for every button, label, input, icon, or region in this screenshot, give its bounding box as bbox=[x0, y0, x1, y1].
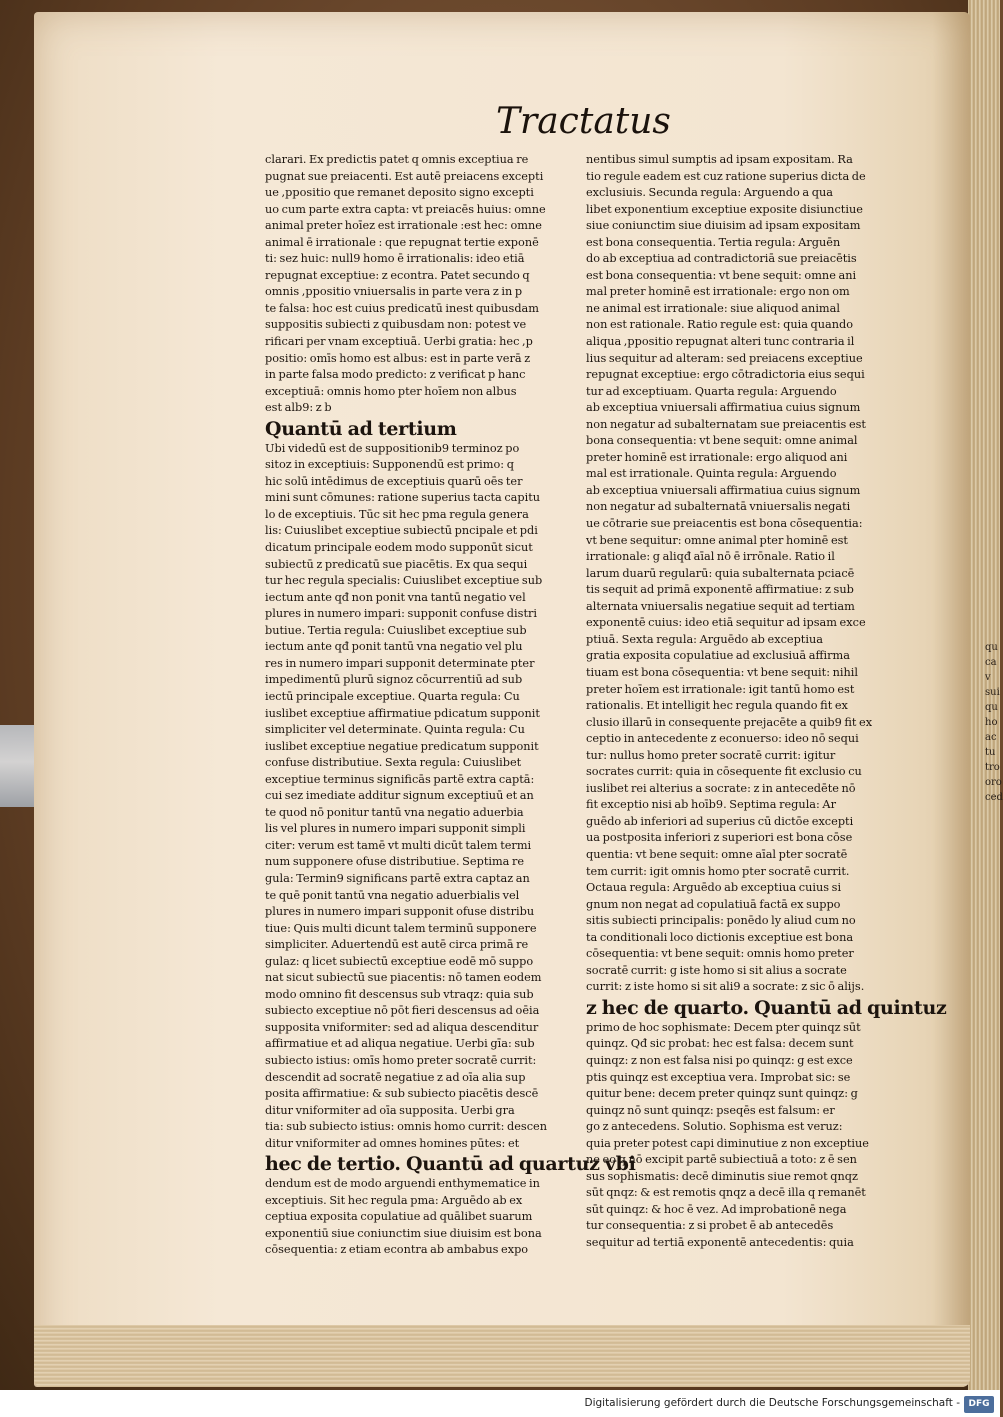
text-line: simpliciter vel determinate. Quinta regula: Cu bbox=[265, 723, 525, 737]
text-line: quinqz nō sunt quinqz: pseqēs est falsum: er bbox=[586, 1103, 835, 1117]
section-heading: z hec de quarto. Quantū ad quintuz bbox=[586, 996, 947, 1019]
text-line: tio regule eadem est cuz ratione superius dicta de bbox=[586, 169, 866, 183]
text-line: ab exceptiua vniuersali affirmatiua cuius signum bbox=[586, 401, 861, 415]
text-line: tur ad exceptiuam. Quarta regula: Arguendo bbox=[586, 384, 837, 398]
text-line: iectum ante qđ ponit tantū vna negatio vel plu bbox=[265, 640, 523, 654]
text-line: iectū principale exceptiue. Quarta regula: Cu bbox=[265, 689, 520, 703]
text-line: mini sunt cōmunes: ratione superius tacta capitu bbox=[265, 491, 541, 505]
text-line: ne eo q nō excipit partē subiectiuā a toto: z ē sen bbox=[586, 1153, 857, 1167]
facing-page-fragment: qu ca v sui qu ho ac tu tro oro ced bbox=[985, 642, 1003, 803]
funding-note: Digitalisierung gefördert durch die Deutsche Forschungsgemeinschaft - bbox=[584, 1397, 960, 1409]
text-line: res in numero impari supponit determinate pter bbox=[265, 656, 535, 670]
text-line: affirmatiue et ad aliqua negatiue. Uerbi gīa: sub bbox=[265, 1037, 535, 1051]
page-stack-bottom bbox=[34, 1325, 970, 1387]
text-line: irrationale: g aliqđ aīal nō ē irrōnale. Ratio il bbox=[586, 550, 835, 564]
text-line: cōsequentia: z etiam econtra ab ambabus expo bbox=[265, 1243, 529, 1257]
text-line: est alb9: z b bbox=[265, 401, 332, 415]
text-line: clarari. Ex predictis patet q omnis exceptiua re bbox=[265, 153, 529, 166]
text-line: sūt quinqz: & hoc ē vez. Ad improbationē nega bbox=[586, 1202, 847, 1216]
text-line: Ubi videdū est de suppositionib9 terminoz po bbox=[265, 441, 520, 455]
text-line: preter hoīem est irrationale: igit tantū homo est bbox=[586, 682, 855, 696]
text-line: ceptiua exposita copulatiue ad quālibet suarum bbox=[265, 1210, 533, 1224]
text-line: confuse distributiue. Sexta regula: Cuiuslibet bbox=[265, 756, 522, 770]
text-line: tiuam est bona cōsequentia: vt bene sequit: nihil bbox=[586, 665, 858, 679]
text-line: te falsa: hoc est cuius predicatū inest quibusdam bbox=[265, 301, 539, 315]
text-line: tur: nullus homo preter socratē currit: igitur bbox=[586, 748, 836, 762]
text-line: socrates currit: quia in cōsequente fit exclusio cu bbox=[586, 765, 862, 779]
text-line: sūt qnqz: & est remotis qnqz a decē illa q remanēt bbox=[586, 1186, 866, 1200]
text-line: lis: Cuiuslibet exceptiue subiectū pncipale et pdi bbox=[265, 524, 538, 538]
text-line: socratē currit: g iste homo si sit alius a socrate bbox=[586, 963, 847, 977]
text-line: currit: z iste homo si sit ali9 a socrate: z sic ō alijs. bbox=[586, 980, 865, 994]
text-line: sus sophismatis: decē diminutis siue remot qnqz bbox=[586, 1169, 858, 1183]
text-line: tur consequentia: z si probet ē ab antecedēs bbox=[586, 1219, 834, 1233]
text-line: ue ,ppositio que remanet deposito signo excepti bbox=[265, 186, 534, 200]
text-line: mal est irrationale. Quinta regula: Arguendo bbox=[586, 467, 837, 481]
text-line: ue cōtrarie sue preiacentis est bona cōsequentia: bbox=[586, 517, 863, 531]
text-line: animal preter hoīez est irrationale :est hec: omne bbox=[265, 219, 542, 233]
text-line: lo de exceptiuis. Tūc sit hec pma regula genera bbox=[265, 507, 529, 521]
text-line: cui sez imediate additur signum exceptiuū et an bbox=[265, 789, 534, 803]
text-line: bona consequentia: vt bene sequit: omne animal bbox=[586, 434, 858, 448]
text-line: quentia: vt bene sequit: omne aīal pter socratē bbox=[586, 847, 848, 861]
text-line: est bona consequentia. Tertia regula: Arguēn bbox=[586, 235, 841, 249]
text-line: exceptiue terminus significās partē extra captā: bbox=[265, 772, 535, 786]
text-line: in parte falsa modo predicto: z verificat p hanc bbox=[265, 368, 526, 382]
text-column-right bbox=[586, 152, 947, 1252]
text-line: vt bene sequitur: omne animal pter hominē est bbox=[586, 533, 848, 547]
section-heading: hec de tertio. Quantū ad quartuz vbi bbox=[265, 1153, 636, 1176]
text-line: larum duarū regularū: quia subalternata pciacē bbox=[586, 566, 855, 580]
text-line: descendit ad socratē negatiue z ad oīa alia sup bbox=[265, 1070, 526, 1084]
text-line: ti: sez huic: null9 homo ē irrationalis: ideo etiā bbox=[265, 252, 525, 266]
text-line: exceptiuā: omnis homo pter hoīem non albus bbox=[265, 384, 517, 398]
text-line: ua postposita inferiori z superiori est bona cōse bbox=[586, 831, 853, 845]
text-line: exponentē cuius: ideo etiā sequitur ad ipsam exce bbox=[586, 616, 866, 630]
text-line: ptiuā. Sexta regula: Arguēdo ab exceptiua bbox=[586, 632, 823, 646]
text-line: dicatum principale eodem modo supponūt sicut bbox=[265, 541, 533, 555]
text-column-left bbox=[265, 152, 636, 1259]
text-line: quitur bene: decem preter quinqz sunt quinqz: g bbox=[586, 1087, 858, 1101]
text-line: quinqz. Qđ sic probat: hec est falsa: decem sunt bbox=[586, 1037, 854, 1051]
text-line: libet exponentium exceptiue exposite disiunctiue bbox=[586, 202, 863, 216]
text-line: sequitur ad tertiā exponentē antecedentis: quia bbox=[586, 1236, 854, 1249]
text-line: exceptiuis. Sit hec regula pma: Arguēdo ab ex bbox=[265, 1193, 523, 1207]
text-line: positio: omīs homo est albus: est in parte verā z bbox=[265, 351, 531, 365]
text-line: supposita vniformiter: sed ad aliqua descenditur bbox=[265, 1020, 539, 1034]
text-line: citer: verum est tamē vt multi dicūt talem termi bbox=[265, 838, 532, 852]
text-line: lius sequitur ad alteram: sed preiacens exceptiue bbox=[586, 351, 863, 365]
text-line: subiectū z predicatū sue piacētis. Ex qua sequi bbox=[265, 557, 528, 571]
text-line: non est rationale. Ratio regule est: quia quando bbox=[586, 318, 854, 332]
text-line: nat sicut subiectū sue piacentis: nō tamen eodem bbox=[265, 971, 542, 985]
text-line: tem currit: igit omnis homo pter socratē currit. bbox=[586, 864, 850, 878]
text-line: exponentiū siue coniunctim siue diuisim est bona bbox=[265, 1226, 542, 1240]
text-line: clusio illarū in consequente prejacēte a quib9 fit ex bbox=[586, 715, 873, 729]
text-line: mal preter hominē est irrationale: ergo non om bbox=[586, 285, 850, 299]
text-line: simpliciter. Aduertendū est autē circa primā re bbox=[265, 938, 529, 952]
text-line: ta conditionali loco dictionis exceptiue est bona bbox=[586, 930, 854, 944]
text-line: Octaua regula: Arguēdo ab exceptiua cuius si bbox=[586, 881, 842, 895]
text-line: subiecto exceptiue nō pōt fieri descensus ad oēia bbox=[265, 1004, 540, 1018]
text-line: te quod nō ponitur tantū vna negatio aduerbia bbox=[265, 805, 524, 819]
text-line: aliqua ,ppositio repugnat alteri tunc contraria il bbox=[586, 335, 855, 349]
text-line: lis vel plures in numero impari supponit simpli bbox=[265, 822, 526, 836]
text-line: cōsequentia: vt bene sequit: omnis homo preter bbox=[586, 947, 854, 961]
text-line: gula: Termin9 significans partē extra captaz an bbox=[265, 871, 530, 885]
section-heading: Quantū ad tertium bbox=[265, 417, 457, 440]
text-line: alternata vniuersalis negatiue sequit ad tertiam bbox=[586, 599, 855, 613]
text-line: quinqz: z non est falsa nisi po quinqz: g est exce bbox=[586, 1053, 853, 1067]
text-line: plures in numero impari supponit ofuse distribu bbox=[265, 905, 535, 919]
text-line: tiue: Quis multi dicunt talem terminū supponere bbox=[265, 921, 537, 935]
text-line: repugnat exceptiue: z econtra. Patet secundo q bbox=[265, 268, 530, 282]
text-line: nentibus simul sumptis ad ipsam expositam. Ra bbox=[586, 153, 853, 166]
text-line: ab exceptiua vniuersali affirmatiua cuius signum bbox=[586, 483, 861, 497]
text-line: gratia exposita copulatiue ad exclusiuā affirma bbox=[586, 649, 850, 663]
running-title: Tractatus bbox=[496, 101, 671, 142]
text-line: butiue. Tertia regula: Cuiuslibet exceptiue sub bbox=[265, 623, 527, 637]
text-line: exclusiuis. Secunda regula: Arguendo a qua bbox=[586, 186, 833, 200]
text-line: do ab exceptiua ad contradictoriā sue preiacētis bbox=[586, 252, 857, 266]
text-line: sitoz in exceptiuis: Supponendū est primo: q bbox=[265, 458, 514, 472]
text-line: pugnat sue preiacenti. Est autē preiacens excepti bbox=[265, 169, 544, 183]
text-line: subiecto istius: omīs homo preter socratē currit: bbox=[265, 1053, 537, 1067]
text-line: est bona consequentia: vt bene sequit: omne ani bbox=[586, 268, 857, 282]
text-line: iuslibet exceptiue affirmatiue pdicatum supponit bbox=[265, 706, 540, 720]
text-line: suppositis subiecti z quibusdam non: potest ve bbox=[265, 318, 527, 332]
text-line: hic solū intēdimus de exceptiuis quarū oēs ter bbox=[265, 474, 523, 488]
text-line: posita affirmatiue: & sub subiecto piacētis descē bbox=[265, 1087, 539, 1101]
text-line: rificari per vnam exceptiuā. Uerbi gratia: hec ,p bbox=[265, 335, 533, 349]
text-line: ceptio in antecedente z econuerso: ideo nō sequi bbox=[586, 732, 859, 746]
text-line: impedimentū plurū signoz cōcurrentiū ad sub bbox=[265, 673, 523, 687]
text-line: siue coniunctim siue diuisim ad ipsam expositam bbox=[586, 219, 861, 233]
text-line: te quē ponit tantū vna negatio aduerbialis vel bbox=[265, 888, 520, 902]
text-line: iectum ante qđ non ponit vna tantū negatio vel bbox=[265, 590, 526, 604]
text-line: animal ē irrationale : que repugnat tertie exponē bbox=[265, 235, 539, 249]
text-line: non negatur ad subalternatā vniuersalis negati bbox=[586, 500, 851, 514]
text-line: tur hec regula specialis: Cuiuslibet exceptiue sub bbox=[265, 574, 543, 588]
text-line: quia preter potest capi diminutiue z non exceptiue bbox=[586, 1136, 869, 1150]
text-line: preter hominē est irrationale: ergo aliquod ani bbox=[586, 450, 848, 464]
text-line: plures in numero impari: supponit confuse distri bbox=[265, 607, 538, 621]
text-line: iuslibet rei alterius a socrate: z in antecedēte nō bbox=[586, 781, 856, 795]
text-line: iuslibet exceptiue negatiue predicatum supponit bbox=[265, 739, 539, 753]
text-line: uo cum parte extra capta: vt preiacēs huius: omne bbox=[265, 202, 546, 216]
text-line: omnis ,ppositio vniuersalis in parte vera z in p bbox=[265, 285, 523, 299]
text-line: gulaz: q licet subiectū exceptiue eodē mō suppo bbox=[265, 954, 534, 968]
text-line: ditur vniformiter ad omnes homines pūtes: et bbox=[265, 1136, 520, 1150]
text-line: ptis quinqz est exceptiua vera. Improbat sic: se bbox=[586, 1070, 851, 1084]
text-line: tia: sub subiecto istius: omnis homo currit: descen bbox=[265, 1120, 548, 1134]
text-line: tis sequit ad primā exponentē affirmatiue: z sub bbox=[586, 583, 854, 597]
text-line: modo omnino fit descensus sub vtraqz: quia sub bbox=[265, 987, 534, 1001]
text-line: non negatur ad subalternatam sue preiacentis est bbox=[586, 417, 866, 431]
text-line: primo de hoc sophismate: Decem pter quinqz sūt bbox=[586, 1020, 861, 1034]
text-line: guēdo ab inferiori ad superius cū dictōe excepti bbox=[586, 814, 854, 828]
text-line: ne animal est irrationale: siue aliquod animal bbox=[586, 301, 840, 315]
text-line: num supponere ofuse distributiue. Septima re bbox=[265, 855, 525, 869]
dfg-logo: DFG bbox=[964, 1396, 994, 1413]
text-line: sitis subiecti principalis: ponēdo ly aliud cum no bbox=[586, 914, 856, 928]
text-line: fit exceptio nisi ab hoīb9. Septima regula: Ar bbox=[586, 798, 836, 812]
text-line: dendum est de modo arguendi enthymematice in bbox=[265, 1177, 540, 1191]
text-line: gnum non negat ad copulatiuā factā ex suppo bbox=[586, 897, 841, 911]
text-line: ditur vniformiter ad oīa supposita. Uerbi gra bbox=[265, 1103, 515, 1117]
text-line: rationalis. Et intelligit hec regula quando fit ex bbox=[586, 699, 848, 713]
text-line: go z antecedens. Solutio. Sophisma est veruz: bbox=[586, 1120, 843, 1134]
text-line: repugnat exceptiue: ergo cōtradictoria eius sequi bbox=[586, 368, 865, 382]
